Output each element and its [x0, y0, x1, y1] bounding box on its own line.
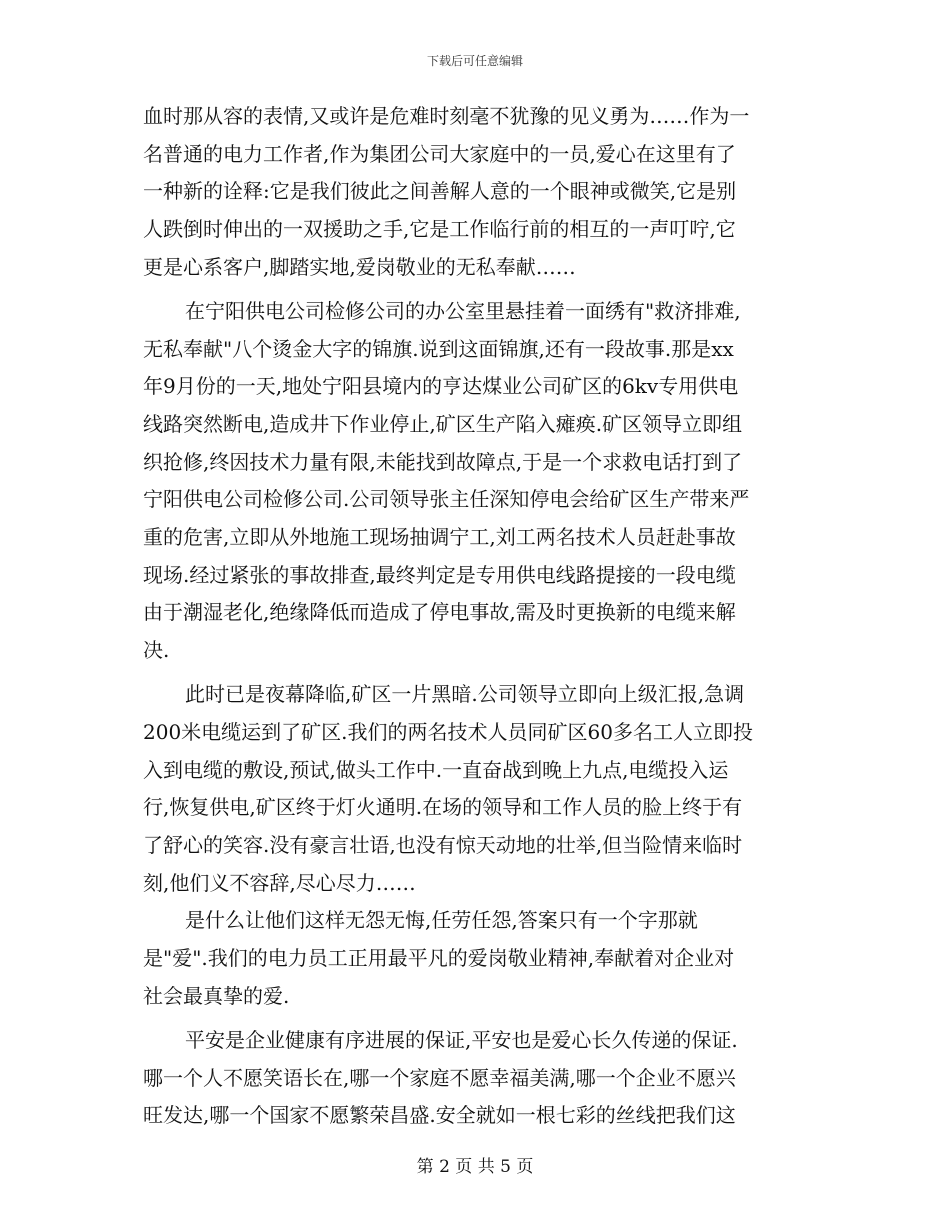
text-line: 线路突然断电,造成井下作业停止,矿区生产陷入瘫痪.矿区领导立即组	[143, 412, 743, 436]
text-line: 在宁阳供电公司检修公司的办公室里悬挂着一面绣有"救济排难,	[185, 298, 741, 323]
text-line: 现场.经过紧张的事故排查,最终判定是专用供电线路提接的一段电缆	[143, 562, 736, 587]
text-line: 无私奉献"八个烫金大字的锦旗.说到这面锦旗,还有一段故事.那是xx	[143, 336, 734, 361]
text-line: 平安是企业健康有序进展的保证,平安也是爱心长久传递的保证.	[185, 1028, 738, 1052]
page-header: 下载后可任意编辑	[426, 54, 523, 68]
text-line: 决.	[143, 638, 170, 663]
text-line: 此时已是夜幕降临,矿区一片黑暗.公司领导立即向上级汇报,急调	[185, 682, 745, 707]
text-line: 了舒心的笑容.没有豪言壮语,也没有惊天动地的壮举,但当险情来临时	[143, 833, 743, 858]
text-line: 一种新的诠释:它是我们彼此之间善解人意的一个眼神或微笑,它是别	[143, 179, 737, 204]
text-line: 重的危害,立即从外地施工现场抽调宁工,刘工两名技术人员赶赴事故	[143, 525, 736, 550]
page-number-footer: 第 2 页 共 5 页	[416, 1157, 534, 1177]
text-line: 织抢修,终因技术力量有限,未能找到故障点,于是一个求救电话打到了	[143, 449, 743, 474]
text-line: 入到电缆的敷设,预试,做头工作中.一直奋战到晚上九点,电缆投入运	[143, 757, 729, 782]
text-line: 更是心系客户,脚踏实地,爱岗敬业的无私奉献……	[143, 254, 576, 279]
document-body	[143, 98, 803, 1135]
text-line: 刻,他们义不容辞,尽心尽力……	[143, 870, 416, 895]
text-line: 血时那从容的表情,又或许是危难时刻毫不犹豫的见义勇为……作为一	[143, 104, 750, 128]
text-line: 哪一个人不愿笑语长在,哪一个家庭不愿幸福美满,哪一个企业不愿兴	[143, 1065, 736, 1090]
text-line: 旺发达,哪一个国家不愿繁荣昌盛.安全就如一根七彩的丝线把我们这	[143, 1103, 736, 1128]
text-line: 人跌倒时伸出的一双援助之手,它是工作临行前的相互的一声叮咛,它	[143, 217, 736, 242]
text-line: 200米电缆运到了矿区.我们的两名技术人员同矿区60多名工人立即投	[143, 720, 753, 744]
text-line: 社会最真挚的爱.	[143, 983, 290, 1008]
text-line: 名普通的电力工作者,作为集团公司大家庭中的一员,爱心在这里有了	[143, 141, 736, 166]
text-line: 是什么让他们这样无怨无悔,任劳任怨,答案只有一个字那就	[185, 908, 698, 933]
text-line: 由于潮湿老化,绝缘降低而造成了停电事故,需及时更换新的电缆来解	[143, 600, 736, 625]
text-line: 是"爱".我们的电力员工正用最平凡的爱岗敬业精神,奉献着对企业对	[143, 946, 735, 971]
text-line: 宁阳供电公司检修公司.公司领导张主任深知停电会给矿区生产带来严	[143, 487, 750, 512]
text-line: 年9月份的一天,地处宁阳县境内的亨达煤业公司矿区的6kv专用供电	[143, 374, 739, 399]
text-line: 行,恢复供电,矿区终于灯火通明.在场的领导和工作人员的脸上终于有	[143, 795, 743, 820]
